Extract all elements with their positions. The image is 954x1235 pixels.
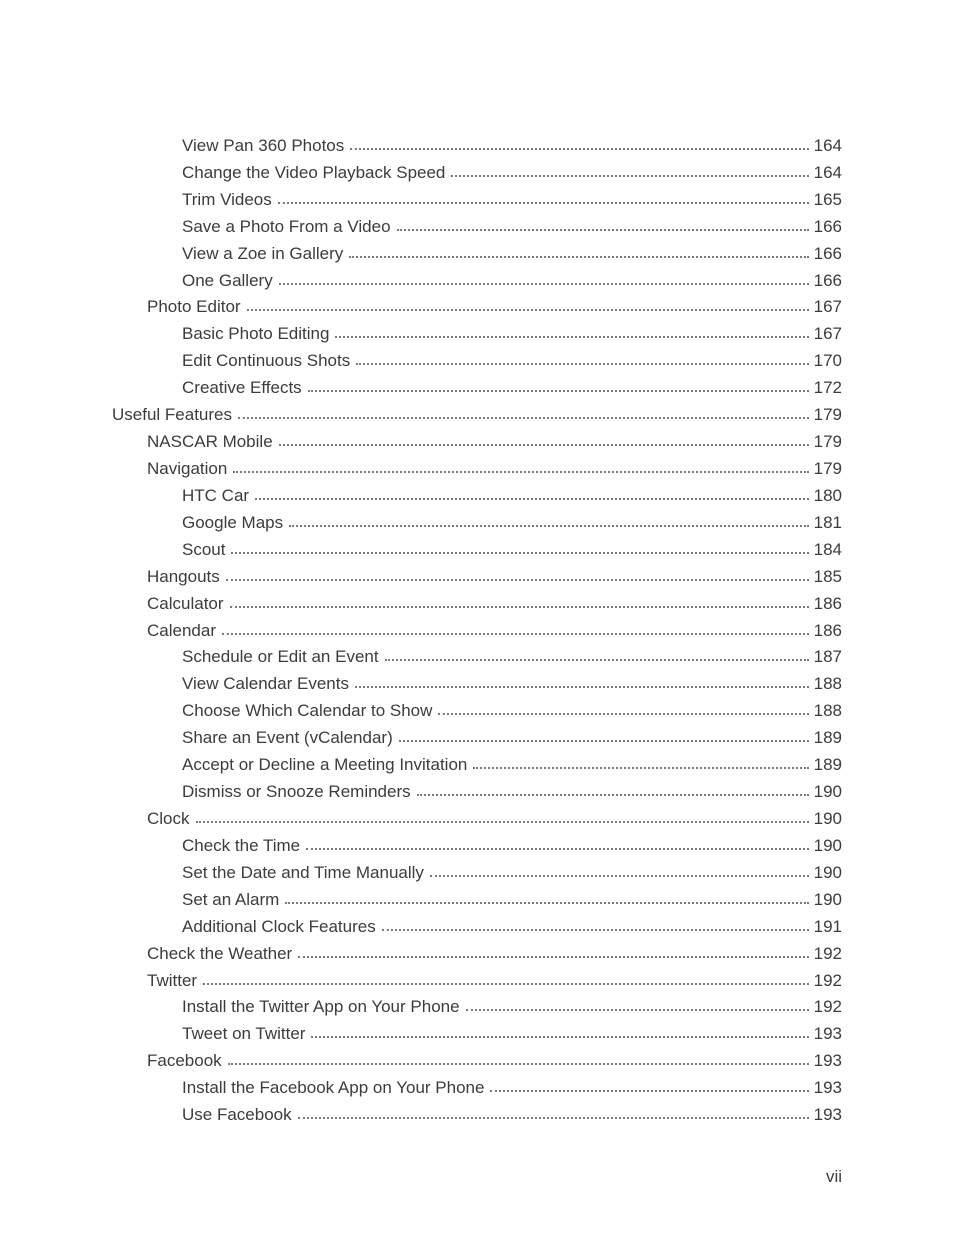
toc-entry-title: Creative Effects: [182, 378, 302, 398]
toc-entry-title: Calculator: [147, 593, 224, 613]
toc-entry-title: Use Facebook: [182, 1105, 292, 1125]
toc-entry-title: View Pan 360 Photos: [182, 135, 345, 155]
toc-entry-page: 188: [813, 701, 842, 721]
toc-entry[interactable]: [0, 454, 954, 481]
dot-leader: [279, 444, 809, 446]
toc-entry-page: 192: [813, 943, 842, 963]
toc-entry-page: 170: [813, 351, 842, 371]
toc-entry-page: 166: [813, 243, 842, 263]
dot-leader: [466, 1009, 809, 1011]
toc-entry-title: Twitter: [147, 970, 198, 990]
toc-entry-title: Hangouts: [147, 566, 220, 586]
dot-leader: [231, 552, 809, 554]
dot-leader: [247, 309, 809, 311]
toc-entry-title: Google Maps: [182, 512, 284, 532]
toc-entry-page: 189: [813, 728, 842, 748]
toc-entry[interactable]: [0, 912, 954, 939]
dot-leader: [230, 606, 809, 608]
toc-entry-title: Check the Time: [182, 835, 301, 855]
toc-entry-page: 179: [813, 405, 842, 425]
toc-entry-page: 181: [813, 512, 842, 532]
dot-leader: [308, 390, 809, 392]
toc-entry[interactable]: [0, 939, 954, 966]
toc-entry-page: 184: [813, 539, 842, 559]
toc-entry-title: Useful Features: [112, 405, 232, 425]
dot-leader: [430, 875, 809, 877]
toc-entry-title: Clock: [147, 808, 190, 828]
toc-entry-title: NASCAR Mobile: [147, 432, 273, 452]
toc-entry-title: HTC Car: [182, 485, 250, 505]
dot-leader: [350, 148, 809, 150]
toc-entry[interactable]: [0, 643, 954, 670]
toc-entry-page: 193: [813, 1078, 842, 1098]
dot-leader: [311, 1036, 809, 1038]
toc-entry-title: Basic Photo Editing: [182, 324, 330, 344]
toc-entry-page: 167: [813, 324, 842, 344]
dot-leader: [451, 175, 809, 177]
toc-entry-page: 165: [813, 189, 842, 209]
toc-entry-title: Save a Photo From a Video: [182, 216, 391, 236]
toc-entry-title: Install the Twitter App on Your Phone: [182, 997, 460, 1017]
toc-entry-title: Change the Video Playback Speed: [182, 162, 446, 182]
dot-leader: [356, 363, 809, 365]
dot-leader: [490, 1090, 809, 1092]
dot-leader: [279, 283, 809, 285]
toc-entry[interactable]: [0, 562, 954, 589]
toc-entry[interactable]: [0, 481, 954, 508]
toc-entry-page: 167: [813, 297, 842, 317]
toc-entry[interactable]: [0, 158, 954, 185]
toc-entry[interactable]: [0, 266, 954, 293]
toc-entry[interactable]: [0, 1046, 954, 1073]
toc-entry[interactable]: [0, 185, 954, 212]
dot-leader: [335, 336, 809, 338]
dot-leader: [203, 983, 809, 985]
toc-entry-title: Trim Videos: [182, 189, 272, 209]
toc-entry-title: Install the Facebook App on Your Phone: [182, 1078, 485, 1098]
toc-entry-page: 185: [813, 566, 842, 586]
toc-entry[interactable]: [0, 131, 954, 158]
toc-entry-page: 187: [813, 647, 842, 667]
dot-leader: [278, 202, 809, 204]
toc-entry-page: 164: [813, 162, 842, 182]
toc-entry[interactable]: [0, 858, 954, 885]
toc-entry[interactable]: [0, 239, 954, 266]
toc-entry-title: Edit Continuous Shots: [182, 351, 351, 371]
toc-entry[interactable]: [0, 750, 954, 777]
toc-entry-title: Facebook: [147, 1051, 222, 1071]
toc-entry-page: 186: [813, 593, 842, 613]
dot-leader: [399, 740, 809, 742]
dot-leader: [349, 256, 809, 258]
toc-entry[interactable]: [0, 427, 954, 454]
toc-entry[interactable]: [0, 669, 954, 696]
toc-entry[interactable]: [0, 373, 954, 400]
toc-entry-page: 166: [813, 270, 842, 290]
toc-entry[interactable]: [0, 346, 954, 373]
toc-entry-title: Check the Weather: [147, 943, 293, 963]
toc-entry[interactable]: [0, 535, 954, 562]
toc-entry[interactable]: [0, 885, 954, 912]
toc-entry[interactable]: [0, 589, 954, 616]
toc-entry-page: 193: [813, 1105, 842, 1125]
dot-leader: [255, 498, 809, 500]
dot-leader: [438, 713, 809, 715]
toc-entry[interactable]: [0, 831, 954, 858]
toc-entry[interactable]: [0, 508, 954, 535]
toc-entry[interactable]: [0, 696, 954, 723]
toc-entry[interactable]: [0, 400, 954, 427]
toc-entry-title: Additional Clock Features: [182, 916, 376, 936]
dot-leader: [285, 902, 809, 904]
dot-leader: [298, 1117, 809, 1119]
toc-entry-page: 193: [813, 1051, 842, 1071]
page-number: vii: [825, 1167, 842, 1186]
dot-leader: [382, 929, 809, 931]
dot-leader: [298, 956, 809, 958]
toc-entry[interactable]: [0, 212, 954, 239]
toc-entry-title: Schedule or Edit an Event: [182, 647, 379, 667]
dot-leader: [385, 659, 809, 661]
toc-entry[interactable]: [0, 1019, 954, 1046]
toc-entry[interactable]: [0, 319, 954, 346]
dot-leader: [355, 686, 809, 688]
dot-leader: [306, 848, 809, 850]
toc-entry[interactable]: [0, 616, 954, 643]
toc-entry[interactable]: [0, 777, 954, 804]
toc-entry[interactable]: [0, 723, 954, 750]
toc-entry-title: Accept or Decline a Meeting Invitation: [182, 755, 468, 775]
dot-leader: [233, 471, 809, 473]
toc-entry[interactable]: [0, 293, 954, 320]
toc-entry-title: One Gallery: [182, 270, 273, 290]
toc-entry-page: 189: [813, 755, 842, 775]
dot-leader: [222, 633, 809, 635]
dot-leader: [397, 229, 809, 231]
toc-entry-page: 166: [813, 216, 842, 236]
toc-entry[interactable]: [0, 1073, 954, 1100]
dot-leader: [226, 579, 809, 581]
toc-entry-page: 192: [813, 970, 842, 990]
toc-entry-page: 190: [813, 808, 842, 828]
dot-leader: [228, 1063, 809, 1065]
toc-entry-page: 180: [813, 485, 842, 505]
toc-entry-page: 193: [813, 1024, 842, 1044]
toc-entry-title: Dismiss or Snooze Reminders: [182, 782, 411, 802]
dot-leader: [196, 821, 809, 823]
dot-leader: [289, 525, 809, 527]
toc-entry-page: 179: [813, 432, 842, 452]
toc-entry-page: 192: [813, 997, 842, 1017]
toc-entry-title: Choose Which Calendar to Show: [182, 701, 433, 721]
toc-entry[interactable]: [0, 993, 954, 1020]
toc-entry-page: 164: [813, 135, 842, 155]
toc-entry-title: Calendar: [147, 620, 216, 640]
toc-entry-title: Navigation: [147, 458, 228, 478]
toc-entry-page: 190: [813, 782, 842, 802]
dot-leader: [238, 417, 809, 419]
toc-entry[interactable]: [0, 1100, 954, 1127]
toc-entry-page: 190: [813, 835, 842, 855]
toc-entry-page: 190: [813, 862, 842, 882]
toc-entry-title: Set the Date and Time Manually: [182, 862, 424, 882]
toc-entry-page: 191: [813, 916, 842, 936]
toc-entry-title: Scout: [182, 539, 226, 559]
toc-entry[interactable]: [0, 804, 954, 831]
table-of-contents: [0, 131, 954, 1127]
toc-entry-title: Photo Editor: [147, 297, 241, 317]
dot-leader: [473, 767, 809, 769]
toc-entry-page: 172: [813, 378, 842, 398]
toc-entry-page: 190: [813, 889, 842, 909]
toc-entry-title: Share an Event (vCalendar): [182, 728, 393, 748]
toc-entry-page: 186: [813, 620, 842, 640]
toc-entry[interactable]: [0, 966, 954, 993]
toc-entry-title: Set an Alarm: [182, 889, 280, 909]
dot-leader: [417, 794, 809, 796]
toc-entry-title: Tweet on Twitter: [182, 1024, 306, 1044]
toc-entry-title: View Calendar Events: [182, 674, 349, 694]
toc-entry-page: 179: [813, 458, 842, 478]
toc-entry-title: View a Zoe in Gallery: [182, 243, 344, 263]
toc-entry-page: 188: [813, 674, 842, 694]
